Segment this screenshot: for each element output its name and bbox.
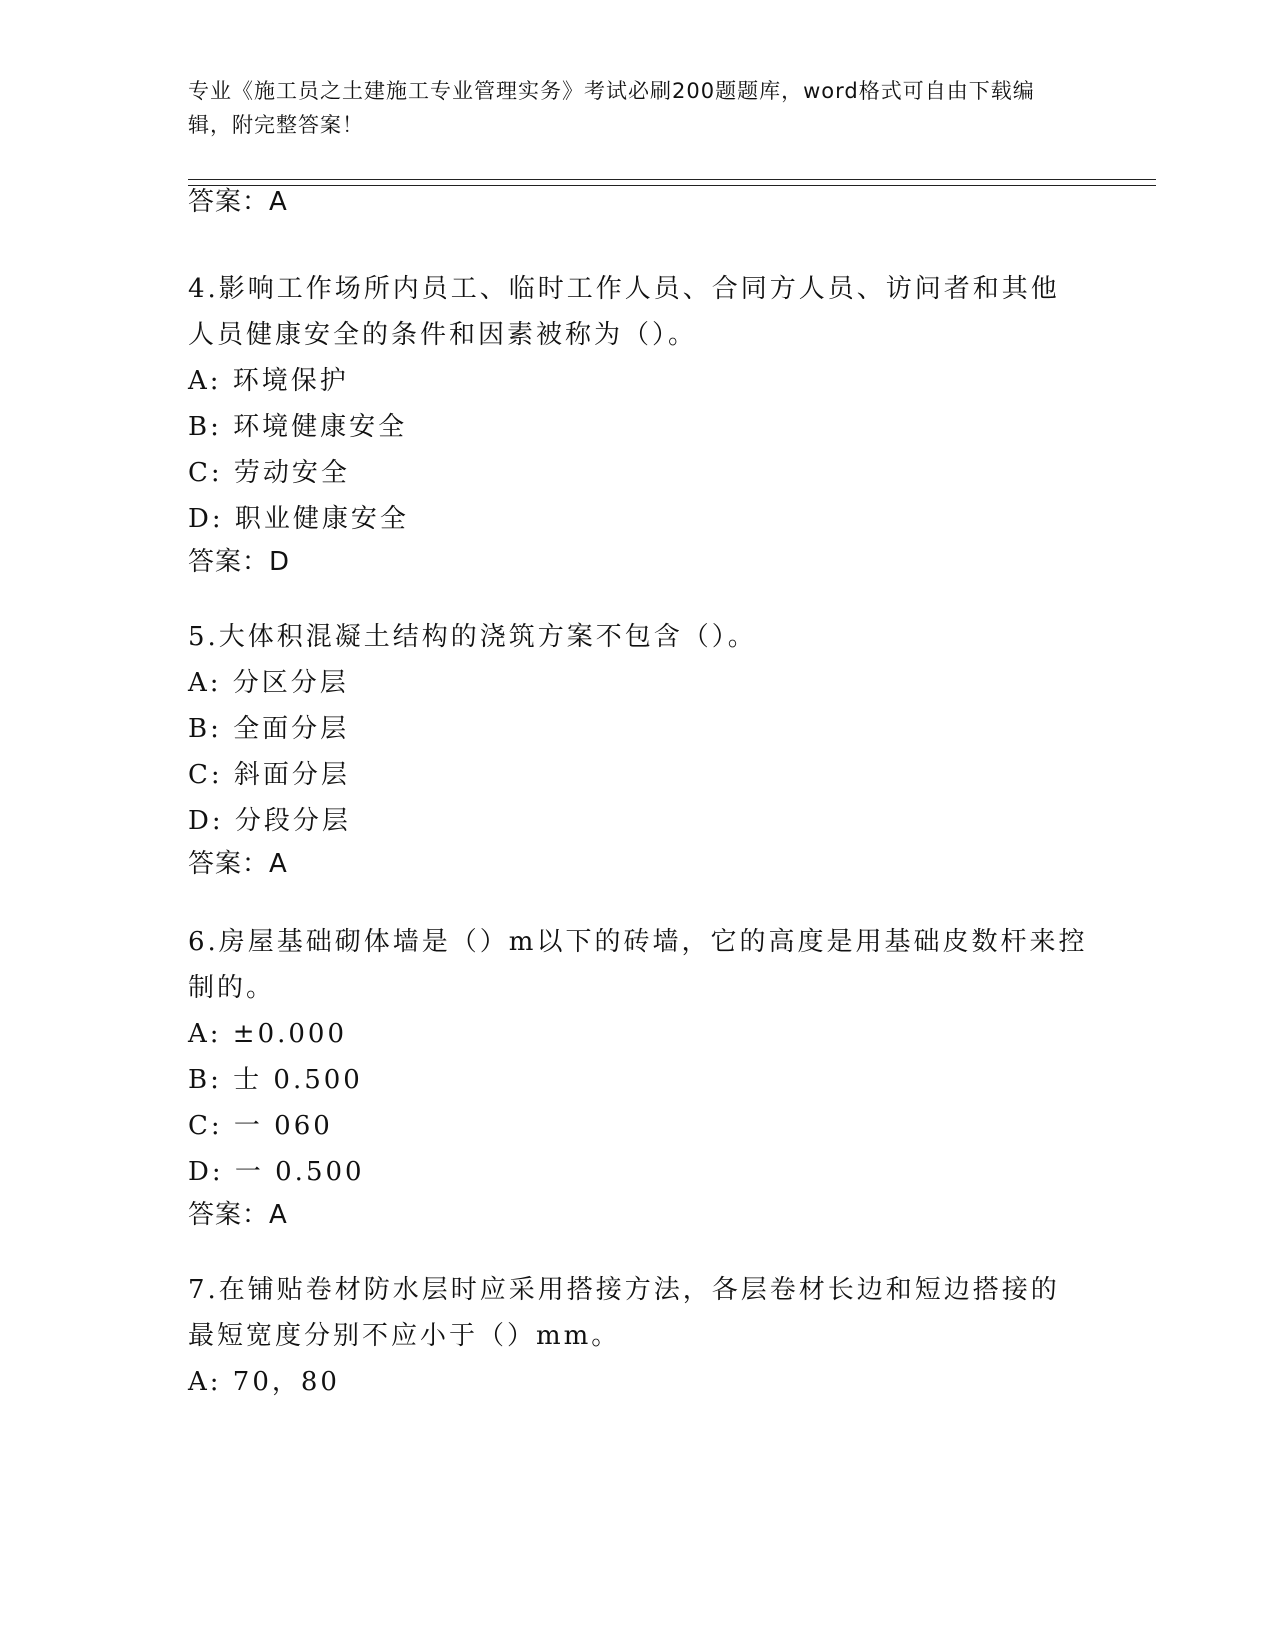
option-c: C: 一 060 <box>188 1111 333 1141</box>
answer-label: 答案：A <box>188 849 288 879</box>
question-stem: 5.大体积混凝土结构的浇筑方案不包含（）。 <box>188 622 757 652</box>
answer-label: 答案：D <box>188 547 291 577</box>
option-a: A: 70，80 <box>188 1367 340 1397</box>
question-stem: 4.影响工作场所内员工、临时工作人员、合同方人员、访问者和其他人员健康安全的条件和因素被称为（）。 <box>188 274 1060 350</box>
option-d: D: 职业健康安全 <box>188 504 409 534</box>
question-6 <box>188 919 1088 1235</box>
option-a: A: 分区分层 <box>188 668 349 698</box>
document-header <box>188 74 1078 142</box>
option-d: D: 一 0.500 <box>188 1157 365 1187</box>
option-a: A: ±0.000 <box>188 1019 348 1049</box>
document-title: 专业《施工员之土建施工专业管理实务》考试必刷200题题库，word格式可自由下载编辑，附完整答案！ <box>188 79 1035 137</box>
question-7 <box>188 1267 1088 1405</box>
option-c: C: 劳动安全 <box>188 458 350 488</box>
option-b: B: 全面分层 <box>188 714 350 744</box>
option-a: A: 环境保护 <box>188 366 349 396</box>
question-stem: 7.在铺贴卷材防水层时应采用搭接方法，各层卷材长边和短边搭接的最短宽度分别不应小于（）mm。 <box>188 1275 1060 1351</box>
answer-label: 答案：A <box>188 1200 288 1230</box>
option-b: B: 环境健康安全 <box>188 412 408 442</box>
option-b: B: 士 0.500 <box>188 1065 363 1095</box>
answer-q3: 答案：A <box>188 187 288 217</box>
option-c: C: 斜面分层 <box>188 760 350 790</box>
option-d: D: 分段分层 <box>188 806 351 836</box>
question-5 <box>188 614 1088 884</box>
question-4 <box>188 266 1088 582</box>
question-stem: 6.房屋基础砌体墙是（）m以下的砖墙，它的高度是用基础皮数杆来控制的。 <box>188 927 1088 1003</box>
